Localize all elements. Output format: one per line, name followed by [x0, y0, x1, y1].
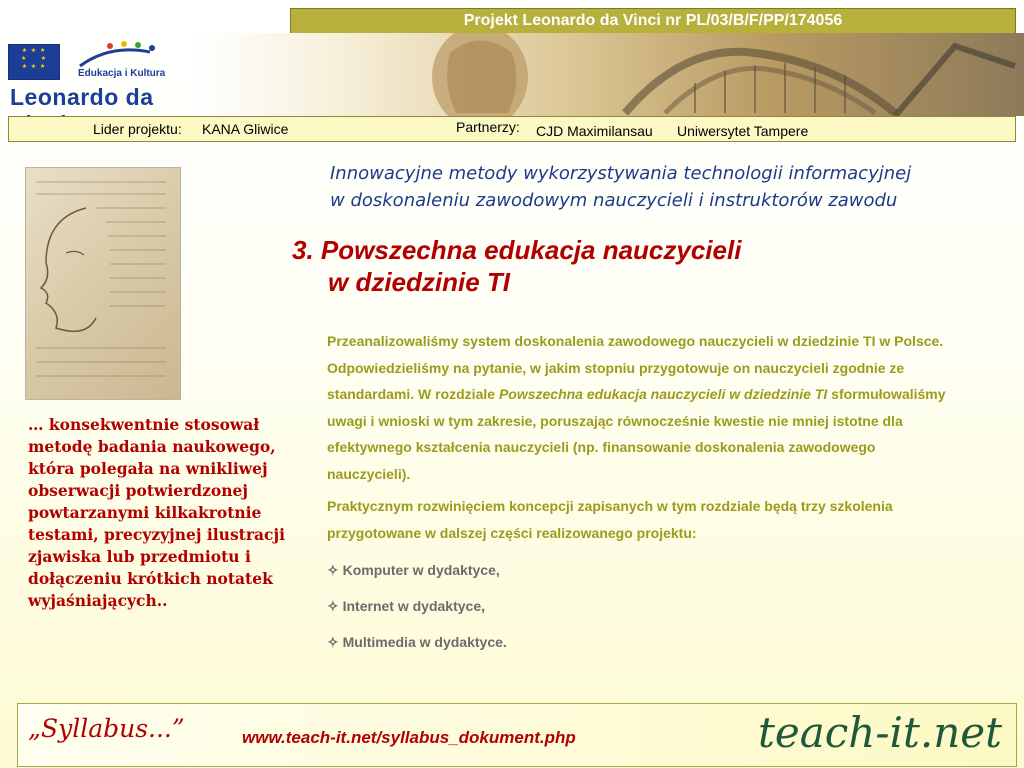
leonardo-quote: … konsekwentnie stosował metodę badania naukowego, która polegała na wnikliwej obserwacji potwierdzonej powtarzanymi kilkakrotnie testami, precyzyjnej ilustracji zjawiska lub przedmiotu i dołączeniu krótkich notatek wyjaśniających..: [28, 415, 285, 610]
subtitle-line-1: Innowacyjne metody wykorzystywania technologii informacyjnej: [330, 163, 912, 184]
leader-label: Lider projektu:: [93, 121, 182, 137]
project-subtitle: [330, 160, 1020, 214]
logo-area: [6, 40, 190, 114]
chapter-reference: Powszechna edukacja nauczycieli w dziedzinie TI: [498, 386, 828, 402]
header-banner-image: [195, 33, 1024, 116]
section-title: [292, 234, 992, 298]
body-content: [327, 328, 947, 660]
leonardo-notebook-image: [25, 167, 181, 400]
paragraph-1-end: sformułowaliśmy uwagi i wnioski w tym zakresie, poruszając równocześnie kwestie nie mniej istotne dla efektywnego kształcenia nauczycieli (np. finansowanie doskonalenia zawodowego nauczycieli).: [327, 386, 946, 482]
section-title-line-1: 3. Powszechna edukacja nauczycieli: [292, 235, 742, 265]
partners-label: Partnerzy:: [456, 119, 520, 135]
project-title-bar: Projekt Leonardo da Vinci nr PL/03/B/F/PP/174056: [290, 8, 1016, 34]
teach-it-brand-logo: teach-it.net: [758, 708, 1002, 757]
partner-cjd: CJD Maximilansau: [536, 123, 653, 139]
list-item: ✧ Multimedia w dydaktyce.: [327, 634, 507, 650]
list-item: ✧ Internet w dydaktyce,: [327, 598, 485, 614]
leonardo-collage-art: [195, 33, 1024, 116]
training-list: [327, 552, 947, 660]
footer: [17, 703, 1017, 767]
syllabus-link[interactable]: www.teach-it.net/syllabus_dokument.php: [242, 728, 576, 747]
leader-name: KANA Gliwice: [202, 121, 289, 137]
syllabus-label: „Syllabus...”: [28, 714, 185, 743]
paragraph-1-start: Przeanalizowaliśmy system doskonalenia zawodowego nauczycieli w dziedzinie TI w Polsce. Odpowiedzieliśmy na pytanie, w jakim stopniu przygotowuje on nauczycieli zgodnie ze standardami. W rozdziale: [327, 333, 944, 402]
edukacja-kultura-label: Edukacja i Kultura: [78, 68, 166, 79]
paragraph-1: [327, 328, 947, 487]
notebook-sketch-art: [26, 168, 180, 399]
program-name: Leonardo da: [10, 84, 154, 110]
partners-bar: [8, 116, 1016, 142]
section-title-line-2: w dziedzinie TI: [328, 267, 511, 297]
eu-flag-icon: ★ ★ ★ ★ ★ ★ ★ ★: [8, 44, 60, 80]
list-item: ✧ Komputer w dydaktyce,: [327, 562, 500, 578]
subtitle-line-2: w doskonaleniu zawodowym nauczycieli i instruktorów zawodu: [330, 190, 898, 211]
partner-tampere: Uniwersytet Tampere: [677, 123, 809, 139]
paragraph-2: Praktycznym rozwinięciem koncepcji zapisanych w tym rozdziale będą trzy szkolenia przygotowane w dalszej części realizowanego projektu:: [327, 498, 893, 541]
